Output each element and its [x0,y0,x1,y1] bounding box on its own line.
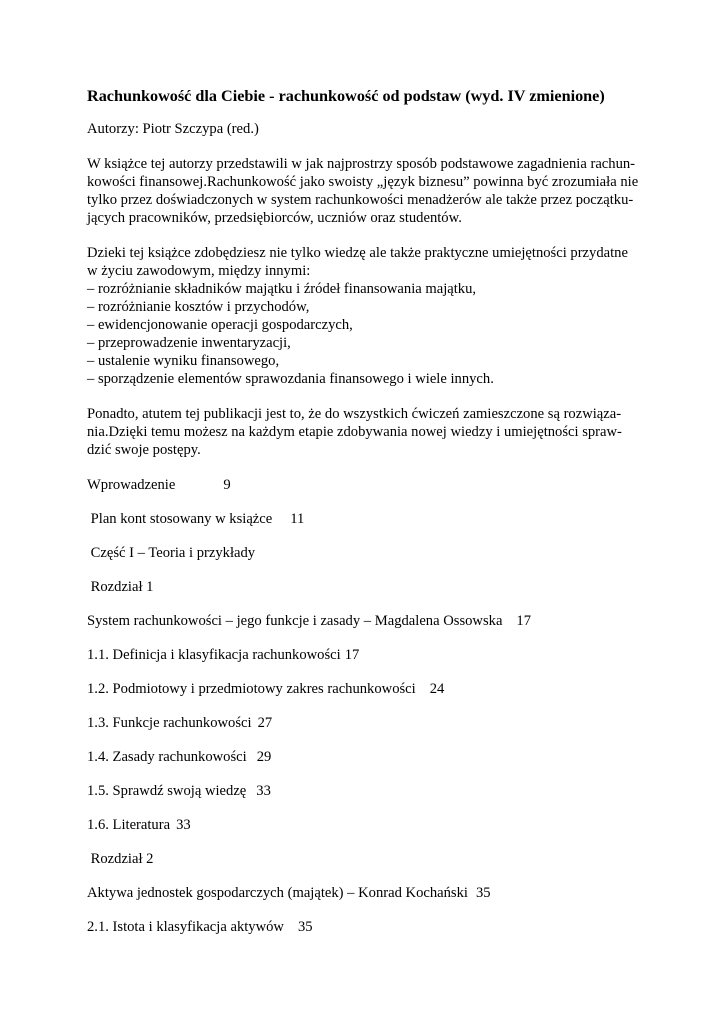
toc-entry [87,544,647,562]
toc-entry-page: 17 [344,647,360,663]
skills-list-item: – rozróżnianie kosztów i przychodów, [87,299,310,315]
toc-entry-page: 35 [297,919,313,935]
intro-line: kowości finansowej.Rachunkowość jako swoisty „język biznesu” powinna być zrozumiała nie [87,174,639,190]
toc-entry-page: 11 [290,511,305,527]
toc-entry [87,510,647,528]
toc-entry-page: 27 [257,715,273,731]
toc-entry [87,612,647,630]
skills-list-item: – przeprowadzenie inwentaryzacji, [87,335,291,351]
toc-entry-text: 1.3. Funkcje rachunkowości [87,715,252,731]
document-page [87,86,647,952]
skills-line: w życiu zawodowym, między innymi: [87,263,311,279]
toc-entry [87,850,647,868]
toc-entry-page: 35 [475,885,491,901]
toc-entry [87,748,647,766]
toc-entry-text: Rozdział 2 [87,851,154,867]
toc-entry [87,918,647,936]
skills-list-item: – rozróżnianie składników majątku i źródeł finansowania majątku, [87,281,477,297]
toc-entry-text: Aktywa jednostek gospodarczych (majątek) – Konrad Kochański [87,885,468,901]
skills-list-item: – ewidencjonowanie operacji gospodarczych, [87,317,353,333]
document-title: Rachunkowość dla Ciebie - rachunkowość od podstaw (wyd. IV zmienione) [87,87,605,105]
intro-line: jących pracowników, przedsiębiorców, uczniów oraz studentów. [87,210,462,226]
toc-entry-page: 33 [256,783,271,799]
toc-entry-page: 29 [256,749,272,765]
exercises-line: dzić swoje postępy. [87,442,201,458]
toc-entry-text: 2.1. Istota i klasyfikacja aktywów [87,919,284,935]
intro-paragraph [87,155,647,227]
intro-line: W książce tej autorzy przedstawili w jak najprostrzy sposób podstawowe zagadnienia rachun- [87,156,636,172]
toc-entry-text: 1.4. Zasady rachunkowości [87,749,247,765]
skills-line: Dzieki tej książce zdobędziesz nie tylko wiedzę ale także praktyczne umiejętności przydatne [87,245,628,261]
toc-entry [87,646,647,664]
authors-line: Autorzy: Piotr Szczypa (red.) [87,121,259,137]
toc-entry [87,714,647,732]
toc-entry-text: Część I – Teoria i przykłady [87,545,256,561]
toc-entry [87,578,647,596]
toc-entry [87,782,647,800]
toc-entry-text: Plan kont stosowany w książce [87,511,273,527]
skills-paragraph [87,244,647,388]
toc-entry-text: Wprowadzenie [87,477,176,493]
toc-entry-text: 1.6. Literatura [87,817,171,833]
toc-entry [87,476,647,494]
exercises-paragraph [87,405,647,459]
toc-entry-text: System rachunkowości – jego funkcje i zasady – Magdalena Ossowska [87,613,503,629]
toc-entry-text: Rozdział 1 [87,579,154,595]
toc-entry-page: 33 [176,817,191,833]
toc-entry [87,680,647,698]
toc-entry-text: 1.2. Podmiotowy i przedmiotowy zakres rachunkowości [87,681,416,697]
exercises-line: Ponadto, atutem tej publikacji jest to, że do wszystkich ćwiczeń zamieszczone są rozwiąza- [87,406,622,422]
toc-entry-page: 17 [516,613,532,629]
intro-line: tylko przez doświadczonych w system rachunkowości menadżerów ale także przez początku- [87,192,634,208]
toc-entry-page: 24 [429,681,445,697]
toc-entry-page: 9 [223,477,231,493]
table-of-contents [87,476,647,936]
toc-entry-text: 1.1. Definicja i klasyfikacja rachunkowości [87,647,341,663]
toc-entry [87,816,647,834]
skills-list-item: – ustalenie wyniku finansowego, [87,353,280,369]
exercises-line: nia.Dzięki temu możesz na każdym etapie zdobywania nowej wiedzy i umiejętności spraw- [87,424,622,440]
skills-list-item: – sporządzenie elementów sprawozdania finansowego i wiele innych. [87,371,494,387]
toc-entry-text: 1.5. Sprawdź swoją wiedzę [87,783,247,799]
toc-entry [87,884,647,902]
